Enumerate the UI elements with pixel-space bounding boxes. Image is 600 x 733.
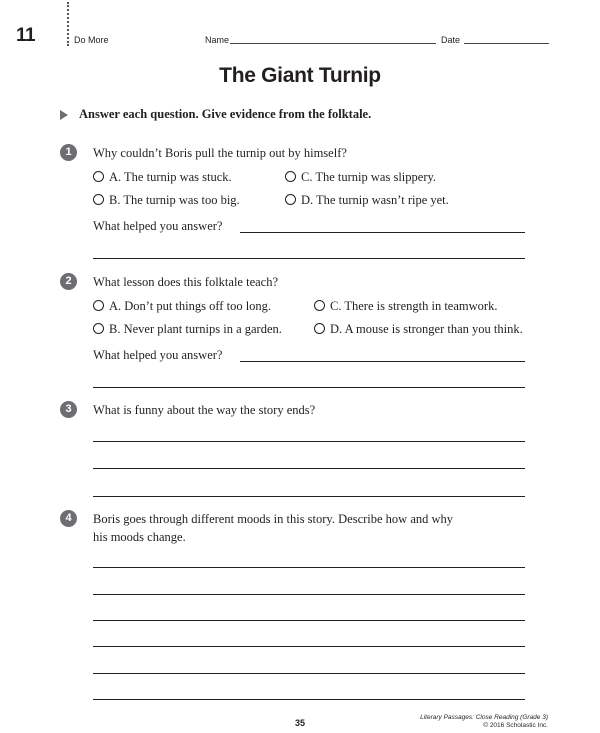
question-1-text: Why couldn’t Boris pull the turnip out by himself? xyxy=(93,146,347,160)
question-2-option-a[interactable]: A. Don’t put things off too long. xyxy=(93,298,271,314)
question-2-help-line[interactable] xyxy=(240,361,525,362)
footer-source: Literary Passages: Close Reading (Grade 3) xyxy=(420,714,548,721)
footer-credit xyxy=(420,714,548,730)
radio-icon[interactable] xyxy=(285,171,296,182)
radio-icon[interactable] xyxy=(93,300,104,311)
radio-icon[interactable] xyxy=(93,171,104,182)
question-4-answer-line[interactable] xyxy=(93,594,525,595)
question-1-option-b[interactable]: B. The turnip was too big. xyxy=(93,192,240,208)
question-1-help-line[interactable] xyxy=(240,232,525,233)
footer-copyright: © 2016 Scholastic Inc. xyxy=(483,722,548,729)
radio-icon[interactable] xyxy=(314,300,325,311)
radio-icon[interactable] xyxy=(93,194,104,205)
name-field[interactable] xyxy=(230,43,436,44)
instruction-text: Answer each question. Give evidence from the folktale. xyxy=(79,107,372,121)
question-1-number: 1 xyxy=(60,144,77,161)
question-2-number: 2 xyxy=(60,273,77,290)
question-3-answer-line[interactable] xyxy=(93,468,525,469)
question-2-option-c[interactable]: C. There is strength in teamwork. xyxy=(314,298,497,314)
radio-icon[interactable] xyxy=(314,323,325,334)
question-4-number: 4 xyxy=(60,510,77,527)
question-3-answer-line[interactable] xyxy=(93,496,525,497)
radio-icon[interactable] xyxy=(93,323,104,334)
question-3-answer-line[interactable] xyxy=(93,441,525,442)
question-4-answer-line[interactable] xyxy=(93,646,525,647)
page-title: The Giant Turnip xyxy=(219,64,381,87)
question-4-answer-line[interactable] xyxy=(93,620,525,621)
question-2-answer-line[interactable] xyxy=(93,387,525,388)
question-4-text-line-1: Boris goes through different moods in this story. Describe how and why xyxy=(93,512,454,526)
question-1-answer-line[interactable] xyxy=(93,258,525,259)
header-dotted-divider xyxy=(67,2,69,46)
question-2-text: What lesson does this folktale teach? xyxy=(93,275,279,289)
question-1-help-label: What helped you answer? xyxy=(93,219,223,233)
page-number: 35 xyxy=(294,718,305,728)
lesson-number: 11 xyxy=(16,25,36,46)
radio-icon[interactable] xyxy=(285,194,296,205)
date-field[interactable] xyxy=(464,43,549,44)
question-3-number: 3 xyxy=(60,401,77,418)
arrow-bullet-icon xyxy=(60,110,68,120)
section-label: Do More xyxy=(74,35,109,45)
name-label: Name xyxy=(205,35,230,45)
question-2-help-label: What helped you answer? xyxy=(93,348,223,362)
question-4-text-line-2: his moods change. xyxy=(93,530,186,544)
question-4-answer-line[interactable] xyxy=(93,567,525,568)
question-3-text: What is funny about the way the story ends? xyxy=(93,403,316,417)
date-label: Date xyxy=(441,35,461,45)
question-1-option-c[interactable]: C. The turnip was slippery. xyxy=(285,169,436,185)
question-1-option-d[interactable]: D. The turnip wasn’t ripe yet. xyxy=(285,192,449,208)
question-4-answer-line[interactable] xyxy=(93,699,525,700)
question-1-option-a[interactable]: A. The turnip was stuck. xyxy=(93,169,232,185)
question-4-answer-line[interactable] xyxy=(93,673,525,674)
question-2-option-d[interactable]: D. A mouse is stronger than you think. xyxy=(314,321,523,337)
question-2-option-b[interactable]: B. Never plant turnips in a garden. xyxy=(93,321,282,337)
